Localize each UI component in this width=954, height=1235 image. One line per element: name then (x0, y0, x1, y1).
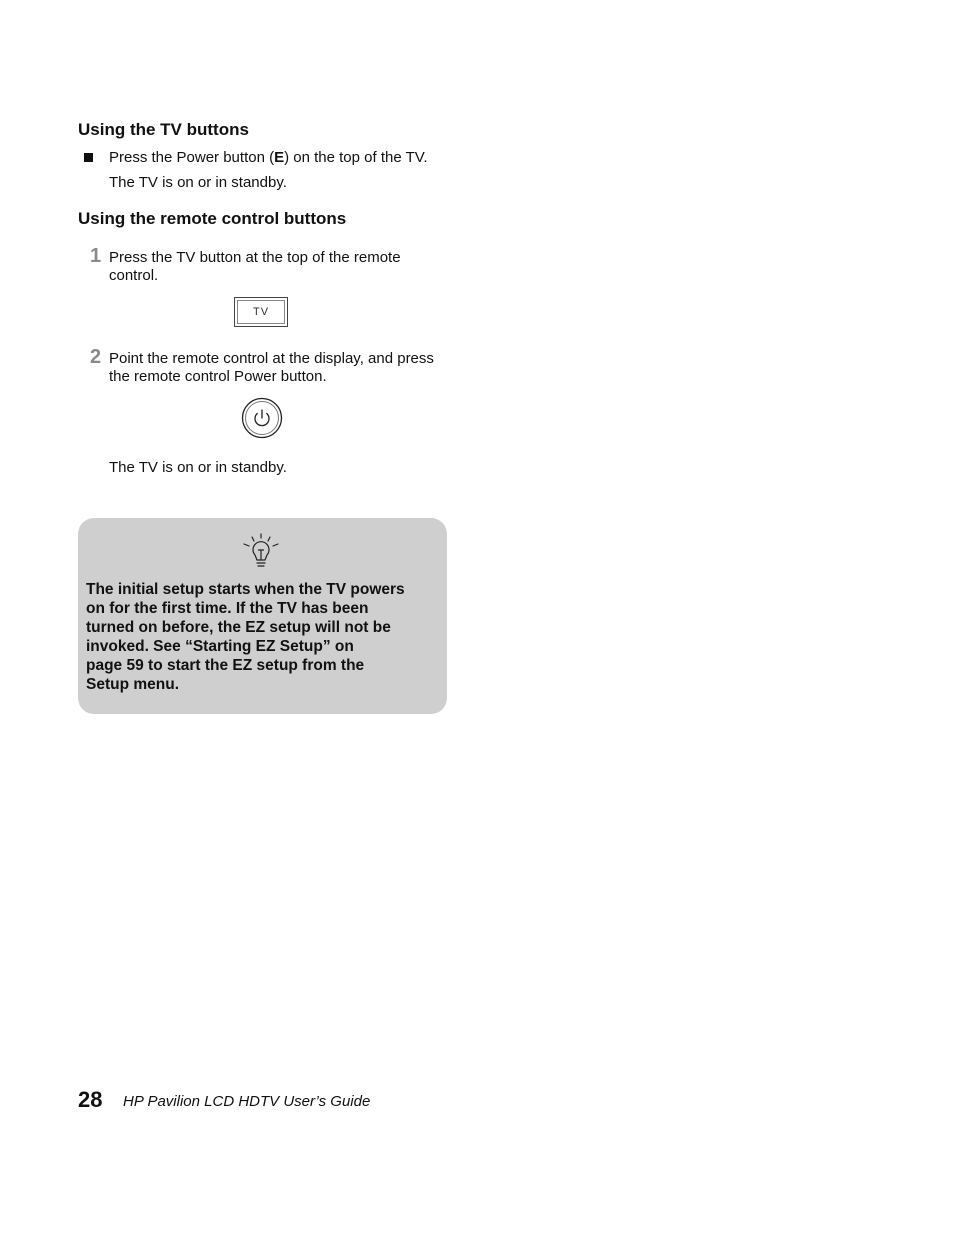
lightbulb-icon (241, 533, 281, 573)
tv-button-illustration (234, 297, 288, 327)
page-number: 28 (78, 1087, 103, 1112)
step1-text (109, 249, 401, 285)
bullet-text-after: ) on the top of the TV. (284, 149, 428, 166)
tip-line: turned on before, the EZ setup will not be (86, 619, 391, 636)
tip-text (86, 580, 442, 694)
power-button-icon (241, 397, 283, 439)
step1-line2: control. (109, 267, 159, 284)
step2-line1: Point the remote control at the display, and press (109, 350, 434, 367)
bullet-square-icon (84, 153, 93, 162)
tip-line: invoked. See “Starting EZ Setup” on (86, 638, 354, 655)
guide-title: HP Pavilion LCD HDTV User’s Guide (123, 1093, 371, 1110)
section-heading-remote-buttons: Using the remote control buttons (78, 209, 347, 228)
bullet-text-before: Press the Power button ( (109, 149, 275, 166)
step1-line1: Press the TV button at the top of the remote (109, 249, 401, 266)
step2-line2: the remote control Power button. (109, 368, 327, 385)
tip-line: page 59 to start the EZ setup from the (86, 657, 365, 674)
step-number-1: 1 (90, 245, 102, 267)
tip-line: The initial setup starts when the TV powers (86, 581, 405, 598)
section-heading-tv-buttons: Using the TV buttons (78, 120, 249, 139)
power-key-label: E (274, 149, 285, 166)
tv-button-label: TV (237, 300, 285, 324)
section2-result: The TV is on or in standby. (109, 459, 287, 476)
section1-result: The TV is on or in standby. (109, 174, 287, 191)
step2-text (109, 350, 434, 386)
step-number-2: 2 (90, 346, 102, 368)
bullet-instruction (109, 149, 428, 167)
tip-line: on for the first time. If the TV has been (86, 600, 369, 617)
tip-line: Setup menu. (86, 676, 180, 693)
